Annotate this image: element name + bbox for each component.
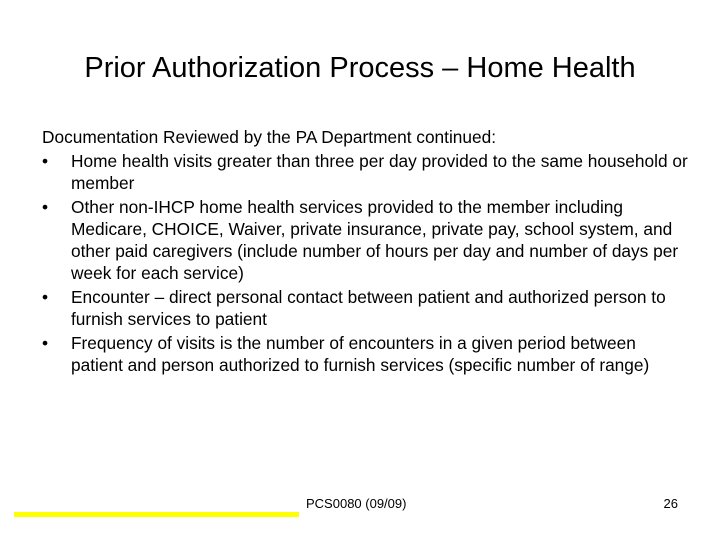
- bullet-list: [42, 150, 692, 376]
- footer-accent-bar: [14, 512, 299, 517]
- bullet-icon: •: [42, 333, 49, 353]
- bullet-icon: •: [42, 197, 49, 217]
- intro-text: Documentation Reviewed by the PA Department continued:: [42, 127, 497, 147]
- bullet-item: [42, 332, 692, 376]
- bullet-icon: •: [42, 287, 49, 307]
- bullet-item: [42, 150, 692, 194]
- bullet-item: [42, 286, 692, 330]
- slide-title: Prior Authorization Process – Home Health: [84, 52, 636, 84]
- bullet-text: Frequency of visits is the number of encounters in a given period between patient and person authorized to furnish services (specific number of range): [71, 333, 650, 375]
- footer-document-code: PCS0080 (09/09): [306, 496, 407, 511]
- page-number: 26: [663, 496, 678, 511]
- bullet-icon: •: [42, 151, 49, 171]
- bullet-item: [42, 196, 692, 284]
- bullet-text: Encounter – direct personal contact between patient and authorized person to furnish services to patient: [71, 287, 666, 329]
- bullet-text: Other non-IHCP home health services provided to the member including Medicare, CHOICE, Waiver, private insurance, private pay, school system, and other paid caregivers (include number of hours per day and number of days per week for each service): [71, 197, 679, 283]
- bullet-text: Home health visits greater than three per day provided to the same household or member: [71, 151, 688, 193]
- slide-content: [42, 126, 692, 378]
